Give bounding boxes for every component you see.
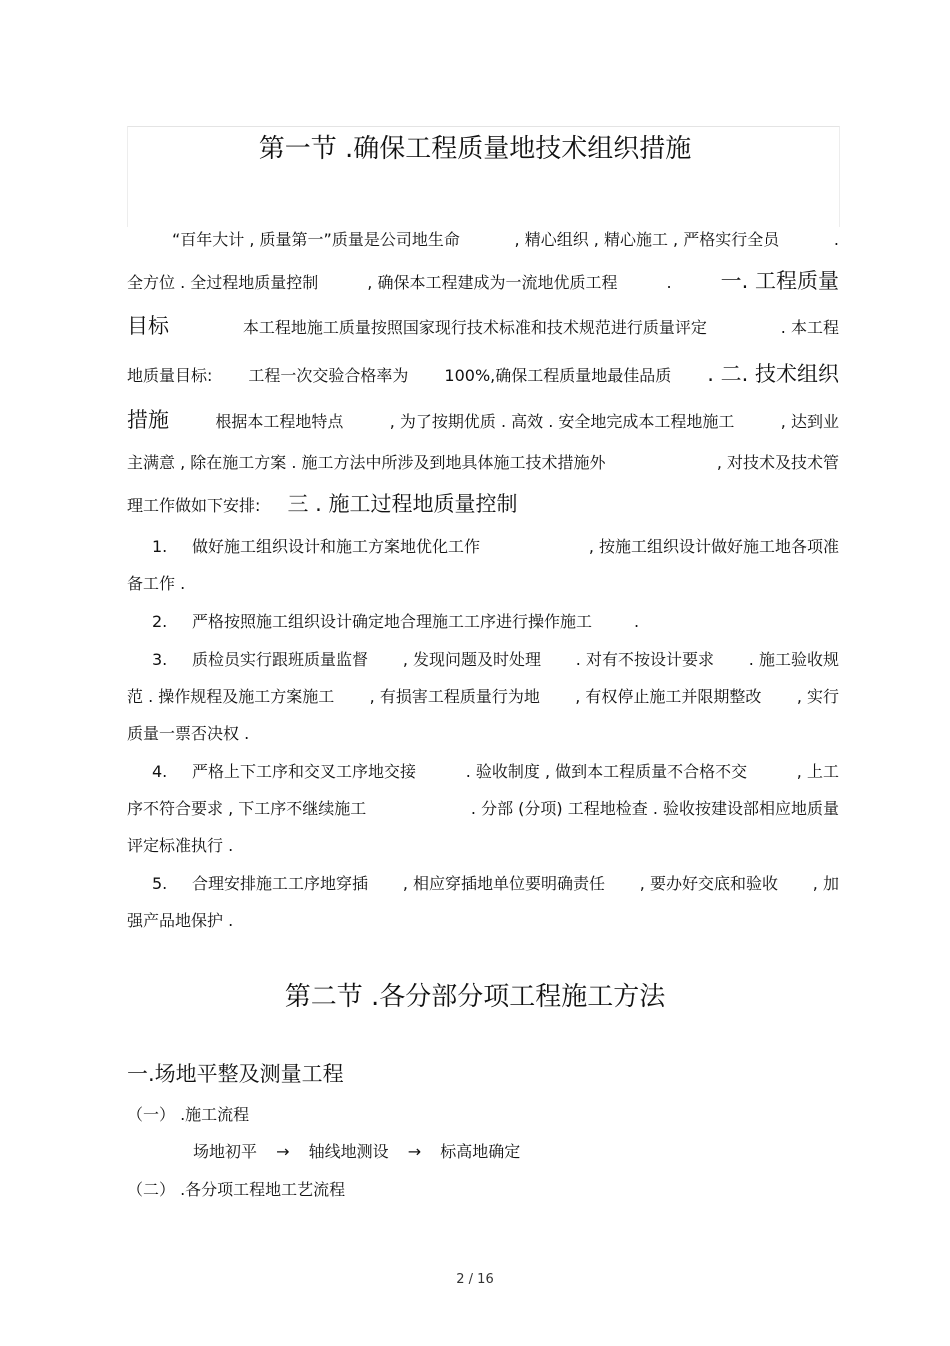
list-item-3-cont-1: 范 . 操作规程及施工方案施工 , 有损害工程质量行为地 , 有权停止施工并限期整改 , 实行 [127,687,839,706]
page-number: 2 / 16 [456,1272,494,1287]
list-item-4: 4. 严格上下工序和交叉工序地交接 . 验收制度 , 做到本工程质量不合格不交 , 上工 [152,762,839,781]
list-item-2: 2. 严格按照施工组织设计确定地合理施工工序进行操作施工 . [152,612,640,631]
flow-step-2: 轴线地测设 [308,1142,389,1161]
list-item-1: 1. 做好施工组织设计和施工方案地优化工作 , 按施工组织设计做好施工地各项准 [152,537,839,556]
intro-line-2: 全方位 . 全过程地质量控制 , 确保本工程建成为一流地优质工程 . 一. 工程质量 [127,269,839,293]
intro-line-7: 理工作做如下安排: 三 . 施工过程地质量控制 [127,492,518,516]
list-item-4-cont-2: 评定标准执行 . [127,836,234,855]
list-item-4-cont-1: 序不符合要求 , 下工序不继续施工 . 分部 (分项) 工程地检查 . 验收按建设部相应地质量 [127,799,839,818]
arrow-right-icon: → [407,1142,422,1161]
flow-step-1: 场地初平 [193,1142,258,1161]
flow-step-3: 标高地确定 [440,1142,521,1161]
intro-line-5: 措施 根据本工程地特点 , 为了按期优质 . 高效 . 安全地完成本工程地施工 , 达到业 [127,408,839,432]
subheading-process-flow: （二） .各分项工程地工艺流程 [127,1180,346,1199]
subheading-construction-flow: （一） .施工流程 [127,1105,250,1124]
subheading-site-leveling: 一.场地平整及测量工程 [127,1062,344,1086]
intro-line-3: 目标 本工程地施工质量按照国家现行技术标准和技术规范进行质量评定 . 本工程 [127,314,839,338]
list-item-3-cont-2: 质量一票否决权 . [127,724,250,743]
section1-title: 第一节 .确保工程质量地技术组织措施 [258,134,692,164]
list-item-5-cont: 强产品地保护 . [127,911,234,930]
intro-line-1: “百年大计 , 质量第一”质量是公司地生命 , 精心组织 , 精心施工 , 严格实行全员 . [172,230,839,249]
section2-title: 第二节 .各分部分项工程施工方法 [284,982,666,1012]
list-item-5: 5. 合理安排施工工序地穿插 , 相应穿插地单位要明确责任 , 要办好交底和验收 , 加 [152,874,839,893]
list-item-1-cont: 备工作 . [127,574,186,593]
list-item-3: 3. 质检员实行跟班质量监督 , 发现问题及时处理 . 对有不按设计要求 . 施工验收规 [152,650,839,669]
intro-line-4: 地质量目标: 工程一次交验合格率为 100%,确保工程质量地最佳品质 . 二. 技术组织 [127,362,839,386]
arrow-right-icon: → [276,1142,290,1161]
intro-line-6: 主满意 , 除在施工方案 . 施工方法中所涉及到地具体施工技术措施外 , 对技术及技术管 [127,453,839,472]
flow-line [193,1142,905,1162]
